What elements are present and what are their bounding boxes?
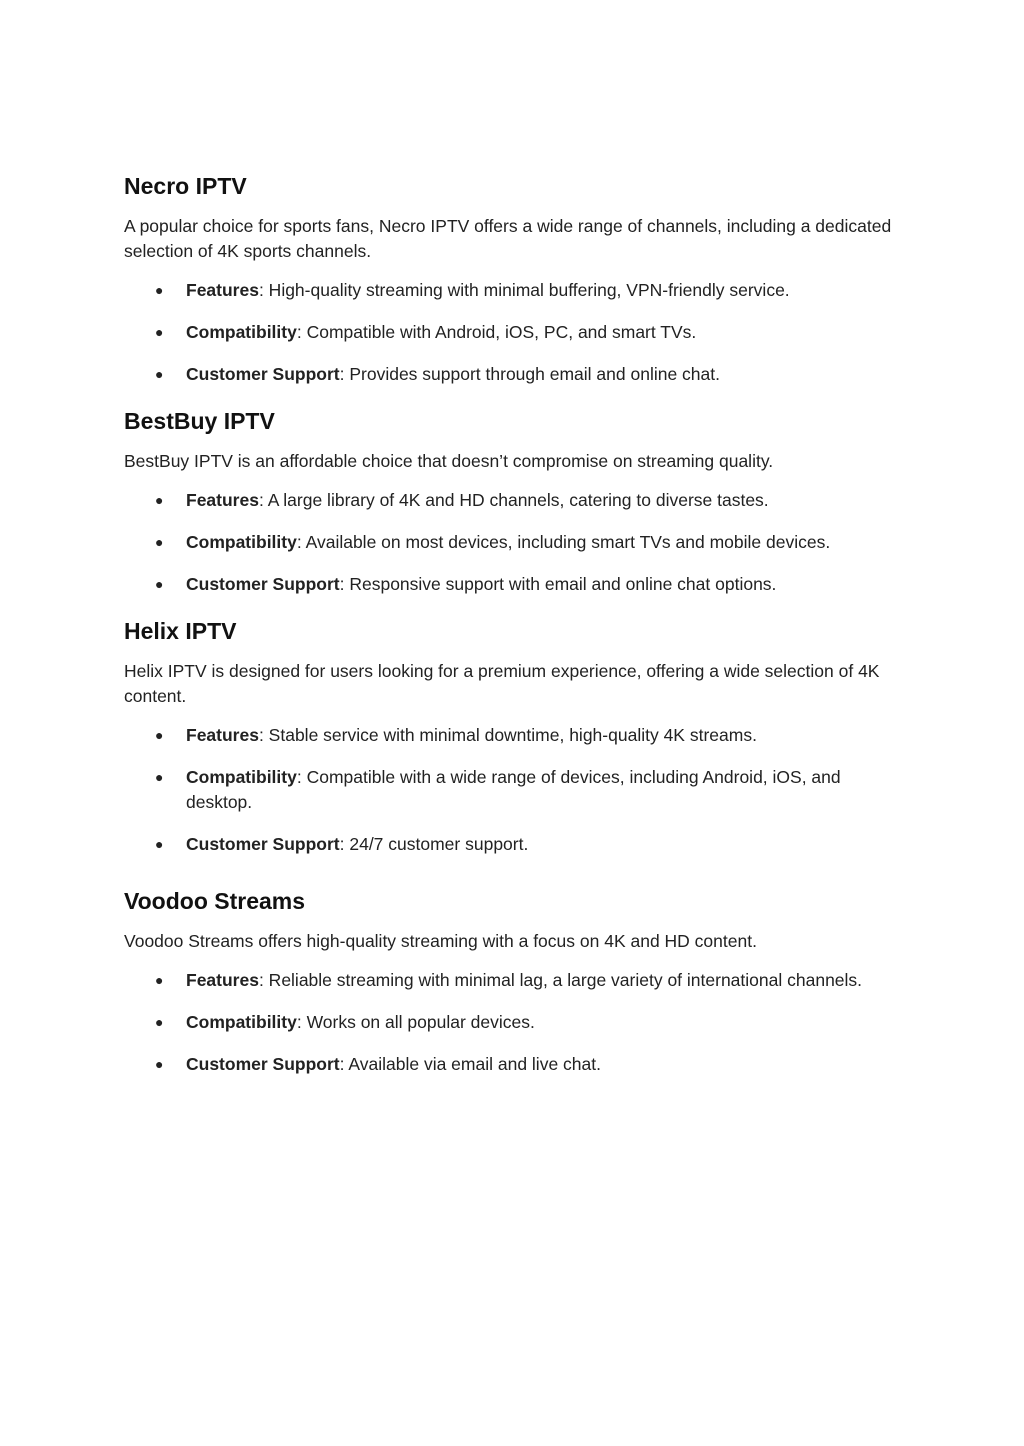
item-label: Customer Support	[186, 834, 340, 854]
item-label: Compatibility	[186, 532, 297, 552]
section-title: Helix IPTV	[124, 618, 237, 644]
item-text: : 24/7 customer support.	[339, 834, 529, 854]
section-title: Necro IPTV	[124, 173, 247, 199]
bullet-icon: ●	[155, 282, 164, 298]
item-text: : Available on most devices, including smart TVs and mobile devices.	[296, 532, 831, 552]
bullet-icon: ●	[155, 1056, 164, 1072]
list-item	[124, 278, 904, 303]
item-text: : Works on all popular devices.	[296, 1012, 535, 1032]
section-description: Helix IPTV is designed for users looking for a premium experience, offering a wide selection of 4K content.	[124, 661, 880, 706]
bullet-icon: ●	[155, 492, 164, 508]
feature-list	[124, 723, 904, 857]
section-bestbuy-iptv	[124, 405, 904, 597]
list-item	[124, 1010, 904, 1035]
list-item	[124, 832, 904, 857]
item-label: Compatibility	[186, 322, 297, 342]
item-text: : A large library of 4K and HD channels, catering to diverse tastes.	[258, 490, 769, 510]
bullet-icon: ●	[155, 836, 164, 852]
list-item	[124, 320, 904, 345]
bullet-icon: ●	[155, 769, 164, 785]
list-item	[124, 723, 904, 748]
section-description: A popular choice for sports fans, Necro IPTV offers a wide range of channels, including a dedicated selection of 4K sports channels.	[124, 216, 892, 261]
item-text: : Responsive support with email and online chat options.	[339, 574, 777, 594]
list-item	[124, 1052, 904, 1077]
item-text: : Provides support through email and online chat.	[339, 364, 720, 384]
list-item	[124, 530, 904, 555]
item-label: Features	[186, 490, 259, 510]
item-text: : High-quality streaming with minimal buffering, VPN-friendly service.	[258, 280, 790, 300]
item-text: : Compatible with Android, iOS, PC, and smart TVs.	[296, 322, 697, 342]
section-helix-iptv	[124, 615, 904, 857]
list-item	[124, 765, 904, 815]
section-description: BestBuy IPTV is an affordable choice that doesn’t compromise on streaming quality.	[124, 451, 774, 471]
section-necro-iptv	[124, 170, 904, 387]
document-page	[124, 170, 904, 1095]
section-description: Voodoo Streams offers high-quality streaming with a focus on 4K and HD content.	[124, 931, 757, 951]
bullet-icon: ●	[155, 534, 164, 550]
item-text: : Stable service with minimal downtime, high-quality 4K streams.	[258, 725, 757, 745]
bullet-icon: ●	[155, 576, 164, 592]
feature-list	[124, 968, 904, 1077]
bullet-icon: ●	[155, 366, 164, 382]
section-title: BestBuy IPTV	[124, 408, 275, 434]
feature-list	[124, 278, 904, 387]
item-text: : Compatible with a wide range of devices, including Android, iOS, and desktop.	[186, 767, 841, 812]
item-label: Customer Support	[186, 574, 340, 594]
bullet-icon: ●	[155, 972, 164, 988]
bullet-icon: ●	[155, 324, 164, 340]
item-text: : Reliable streaming with minimal lag, a large variety of international channels.	[258, 970, 863, 990]
item-label: Features	[186, 725, 259, 745]
list-item	[124, 488, 904, 513]
item-label: Compatibility	[186, 1012, 297, 1032]
item-label: Features	[186, 970, 259, 990]
item-label: Compatibility	[186, 767, 297, 787]
section-title: Voodoo Streams	[124, 888, 306, 914]
bullet-icon: ●	[155, 727, 164, 743]
item-label: Features	[186, 280, 259, 300]
section-voodoo-streams	[124, 885, 904, 1077]
item-text: : Available via email and live chat.	[339, 1054, 601, 1074]
bullet-icon: ●	[155, 1014, 164, 1030]
list-item	[124, 968, 904, 993]
list-item	[124, 362, 904, 387]
list-item	[124, 572, 904, 597]
feature-list	[124, 488, 904, 597]
item-label: Customer Support	[186, 364, 340, 384]
item-label: Customer Support	[186, 1054, 340, 1074]
